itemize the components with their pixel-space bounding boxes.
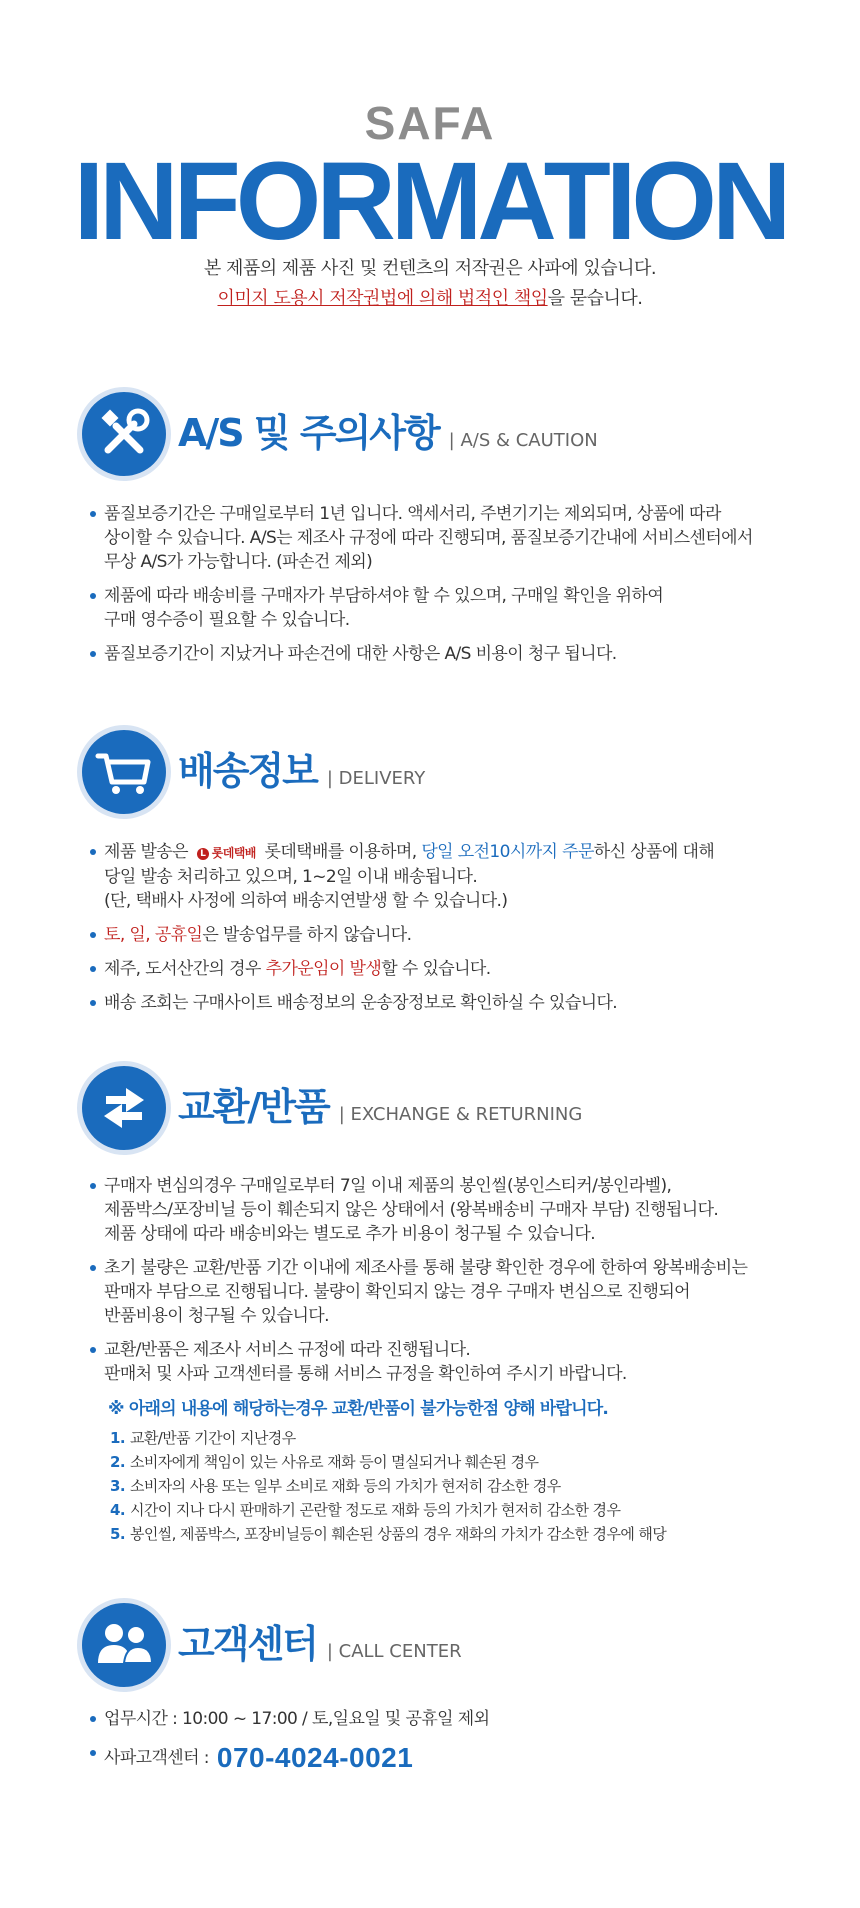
case-number: 3.	[110, 1477, 125, 1495]
copyright-warning-link: 이미지 도용시 저작권법에 의해 법적인 책임	[217, 288, 548, 309]
delivery-section-header	[82, 730, 782, 814]
order-deadline-highlight: 당일 오전10시까지 주문	[421, 842, 594, 862]
text: 제주, 도서산간의 경우	[104, 959, 261, 979]
list-item	[90, 1174, 810, 1246]
list-item	[90, 1741, 810, 1775]
safa-logo: SAFA	[364, 97, 496, 149]
line: 제품박스/포장비닐 등이 훼손되지 않은 상태에서 (왕복배송비 구매자 부담) 진행됩니다.	[104, 1200, 719, 1220]
list-item	[90, 1338, 810, 1386]
line: 판매처 및 사파 고객센터를 통해 서비스 규정을 확인하여 주시기 바랍니다.	[104, 1364, 627, 1384]
line: (단, 택배사 사정에 의하여 배송지연발생 할 수 있습니다.)	[104, 891, 508, 911]
case-number: 4.	[110, 1501, 125, 1519]
phone-number[interactable]: 070-4024-0021	[216, 1742, 414, 1773]
lotte-logo-icon: L	[197, 848, 209, 860]
callcenter-section-header	[82, 1603, 782, 1687]
as-section-title	[178, 408, 598, 466]
list-item	[90, 1707, 810, 1731]
delivery-section-title	[178, 746, 425, 804]
text: 할 수 있습니다.	[381, 959, 491, 979]
exchange-subtitle: | EXCHANGE & RETURNING	[338, 1104, 583, 1125]
text: 배송 조회는 구매사이트 배송정보의 운송장정보로 확인하실 수 있습니다.	[104, 993, 618, 1013]
case-text: 시간이 지나 다시 판매하기 곤란할 정도로 재화 등의 가치가 현저히 감소한 경우	[130, 1501, 621, 1519]
exchange-section-title	[178, 1082, 582, 1140]
list-item	[90, 584, 810, 632]
case-item	[110, 1498, 666, 1522]
line: 품질보증기간은 구매일로부터 1년 입니다. 액세서리, 주변기기는 제외되며, 상품에 따라	[104, 504, 721, 524]
line: 구매자 변심의경우 구매일로부터 7일 이내 제품의 봉인씰(봉인스티커/봉인라벨),	[104, 1176, 672, 1196]
list-item	[90, 1256, 810, 1328]
exchange-cases-list	[110, 1426, 666, 1546]
as-title-text: A/S 및 주의사항	[178, 411, 439, 455]
case-text: 소비자에게 책임이 있는 사유로 재화 등이 멸실되거나 훼손된 경우	[130, 1453, 539, 1471]
extra-fee-highlight: 추가운임이 발생	[265, 959, 382, 979]
exchange-section-header	[82, 1066, 782, 1150]
line: 초기 불량은 교환/반품 기간 이내에 제조사를 통해 불량 확인한 경우에 한하여 왕복배송비는	[104, 1258, 748, 1278]
callcenter-section-title	[178, 1619, 462, 1677]
line: 상이할 수 있습니다. A/S는 제조사 규정에 따라 진행되며, 품질보증기간내에 서비스센터에서	[104, 528, 753, 548]
callcenter-subtitle: | CALL CENTER	[326, 1641, 462, 1662]
exchange-warning: ※ 아래의 내용에 해당하는경우 교환/반품이 불가능한점 양해 바랍니다.	[108, 1399, 609, 1419]
case-number: 2.	[110, 1453, 125, 1471]
no-shipping-days: 토, 일, 공휴일	[104, 925, 203, 945]
case-text: 소비자의 사용 또는 일부 소비로 재화 등의 가치가 현저히 감소한 경우	[130, 1477, 561, 1495]
exchange-arrows-icon	[82, 1066, 166, 1150]
case-item	[110, 1474, 666, 1498]
notice-line-1: 본 제품의 제품 사진 및 컨텐츠의 저작권은 사파에 있습니다.	[203, 258, 657, 279]
callcenter-title-text: 고객센터	[178, 1622, 317, 1666]
exchange-title-text: 교환/반품	[178, 1085, 329, 1129]
case-number: 1.	[110, 1429, 125, 1447]
text: 은 발송업무를 하지 않습니다.	[202, 925, 412, 945]
cart-icon	[82, 730, 166, 814]
line: 교환/반품은 제조사 서비스 규정에 따라 진행됩니다.	[104, 1340, 471, 1360]
text: 롯데택배를 이용하며,	[264, 842, 417, 862]
case-text: 봉인씰, 제품박스, 포장비닐등이 훼손된 상품의 경우 재화의 가치가 감소한 경우에 해당	[130, 1525, 667, 1543]
list-item	[90, 923, 810, 947]
as-subtitle: | A/S & CAUTION	[448, 430, 598, 451]
as-list	[90, 502, 810, 676]
courier-logo-text: 롯데택배	[211, 846, 256, 860]
case-item	[110, 1522, 666, 1546]
case-text: 교환/반품 기간이 지난경우	[130, 1429, 296, 1447]
line: 무상 A/S가 가능합니다. (파손건 제외)	[104, 552, 373, 572]
lotte-courier-logo	[197, 841, 256, 865]
case-number: 5.	[110, 1525, 125, 1543]
copyright-notice	[0, 254, 860, 314]
list-item	[90, 642, 810, 666]
case-item	[110, 1450, 666, 1474]
list-item	[90, 991, 810, 1015]
text: 하신 상품에 대해	[593, 842, 715, 862]
exchange-list	[90, 1174, 810, 1396]
list-item	[90, 840, 810, 913]
list-item	[90, 502, 810, 574]
page-title: INFORMATION	[73, 140, 787, 263]
line: 제품에 따라 배송비를 구매자가 부담하셔야 할 수 있으며, 구매일 확인을 위하여	[104, 586, 664, 606]
delivery-subtitle: | DELIVERY	[326, 768, 426, 789]
line: 판매자 부담으로 진행됩니다. 불량이 확인되지 않는 경우 구매자 변심으로 진행되어	[104, 1282, 690, 1302]
line: 품질보증기간이 지났거나 파손건에 대한 사항은 A/S 비용이 청구 됩니다.	[104, 644, 617, 664]
list-item	[90, 957, 810, 981]
case-item	[110, 1426, 666, 1450]
as-section-header	[82, 392, 782, 476]
phone-label: 사파고객센터 :	[104, 1748, 209, 1768]
line: 반품비용이 청구될 수 있습니다.	[104, 1306, 329, 1326]
business-hours: 업무시간 : 10:00 ~ 17:00 / 토,일요일 및 공휴일 제외	[104, 1709, 490, 1729]
delivery-title-text: 배송정보	[178, 749, 317, 793]
callcenter-list	[90, 1707, 810, 1785]
delivery-list	[90, 840, 810, 1025]
wrench-screwdriver-icon	[82, 392, 166, 476]
notice-line-2	[0, 284, 860, 314]
notice-line-2-tail: 을 묻습니다.	[547, 288, 643, 309]
people-icon	[82, 1603, 166, 1687]
line: 당일 발송 처리하고 있으며, 1~2일 이내 배송됩니다.	[104, 867, 478, 887]
line: 제품 상태에 따라 배송비와는 별도로 추가 비용이 청구될 수 있습니다.	[104, 1224, 596, 1244]
text: 제품 발송은	[104, 842, 188, 862]
line: 구매 영수증이 필요할 수 있습니다.	[104, 610, 350, 630]
